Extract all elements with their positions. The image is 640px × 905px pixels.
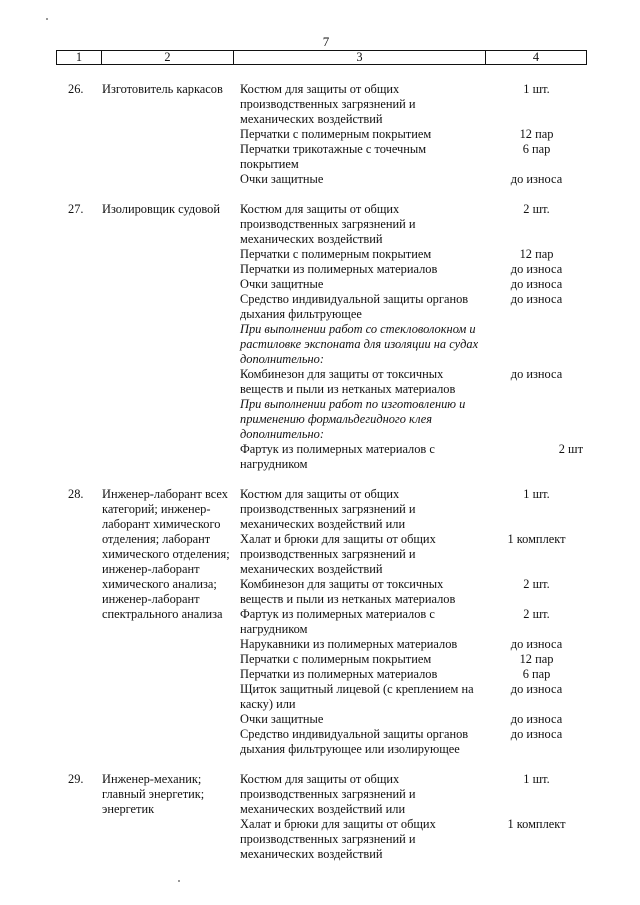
list-item (240, 487, 585, 532)
row-number: 29. (68, 772, 84, 786)
list-item (240, 277, 585, 292)
page-number: 7 (322, 34, 330, 49)
equipment-name: Перчатки из полимерных материалов (240, 667, 438, 681)
equipment-name: Щиток защитный лицевой (с креплением на каску) или (240, 682, 474, 711)
issue-norm: 2 шт. (523, 577, 550, 591)
issue-norm: 1 шт. (523, 82, 550, 96)
issue-norm: до износа (510, 637, 563, 651)
table-row (0, 82, 640, 187)
issue-norm: до износа (510, 277, 563, 291)
list-item (240, 262, 585, 277)
equipment-name: Нарукавники из полимерных материалов (240, 637, 458, 651)
column-number-3: 3 (234, 51, 486, 64)
list-item (240, 637, 585, 652)
equipment-name: Халат и брюки для защиты от общих производственных загрязнений и механических воздействий (240, 532, 436, 576)
list-item (240, 247, 585, 262)
condition-note: При выполнении работ со стекловолокном и растиловке экспоната для изоляции на судах дополнительно: (240, 322, 479, 366)
list-item (240, 712, 585, 727)
list-item (240, 667, 585, 682)
protective-equipment-list (240, 202, 585, 472)
list-item (240, 682, 585, 712)
column-number-4: 4 (532, 50, 540, 64)
equipment-name: Комбинезон для защиты от токсичных веществ и пыли из нетканых материалов (240, 367, 456, 396)
issue-norm: до износа (510, 682, 563, 696)
profession-name: Инженер-лаборант всех категорий; инженер-лаборант химического отделения; лаборант химического отделения; инженер-лаборант химического анализа; инженер-лаборант спектрального анализа (102, 487, 230, 621)
equipment-name: Очки защитные (240, 712, 324, 726)
table-row (0, 202, 640, 472)
equipment-name: Перчатки с полимерным покрытием (240, 247, 432, 261)
profession-name: Изготовитель каркасов (102, 82, 223, 96)
equipment-name: Костюм для защиты от общих производственных загрязнений и механических воздействий или (240, 487, 416, 531)
equipment-name: Очки защитные (240, 277, 324, 291)
list-item (240, 442, 585, 472)
list-item (240, 772, 585, 817)
issue-norm: 12 пар (519, 247, 554, 261)
list-item (240, 727, 585, 757)
issue-norm: до износа (510, 292, 563, 306)
issue-norm: 2 шт (558, 442, 583, 456)
list-item (240, 607, 585, 637)
issue-norm: 1 шт. (523, 772, 550, 786)
list-item (240, 817, 585, 862)
issue-norm: 2 шт. (523, 607, 550, 621)
issue-norm: 1 комплект (507, 532, 566, 546)
issue-norm: до износа (510, 262, 563, 276)
equipment-name: Очки защитные (240, 172, 324, 186)
issue-norm: 6 пар (522, 667, 551, 681)
condition-note: При выполнении работ по изготовлению и применению формальдегидного клея дополнительно: (240, 397, 466, 441)
issue-norm: 1 комплект (507, 817, 566, 831)
entries-table (0, 82, 640, 877)
equipment-name: Костюм для защиты от общих производственных загрязнений и механических воздействий (240, 202, 416, 246)
equipment-name: Средство индивидуальной защиты органов дыхания фильтрующее (240, 292, 469, 321)
table-row (0, 772, 640, 862)
issue-norm: 2 шт. (523, 202, 550, 216)
equipment-name: Средство индивидуальной защиты органов дыхания фильтрующее или изолирующее (240, 727, 469, 756)
row-number: 26. (68, 82, 84, 96)
row-number: 28. (68, 487, 84, 501)
list-item (240, 367, 585, 397)
protective-equipment-list (240, 487, 585, 757)
scan-speck (178, 880, 180, 882)
column-number-2: 2 (102, 51, 234, 64)
list-item (240, 532, 585, 577)
equipment-name: Халат и брюки для защиты от общих производственных загрязнений и механических воздействий (240, 817, 436, 861)
equipment-name: Фартук из полимерных материалов с нагрудником (240, 607, 435, 636)
list-item (240, 292, 585, 322)
issue-norm: 6 пар (522, 142, 551, 156)
issue-norm: 1 шт. (523, 487, 550, 501)
issue-norm: до износа (510, 367, 563, 381)
issue-norm: до износа (510, 172, 563, 186)
equipment-name: Перчатки с полимерным покрытием (240, 652, 432, 666)
profession-name: Изолировщик судовой (102, 202, 220, 216)
list-item (240, 202, 585, 247)
equipment-name: Перчатки из полимерных материалов (240, 262, 438, 276)
column-number-1: 1 (57, 51, 102, 64)
list-item (240, 577, 585, 607)
issue-norm: до износа (510, 727, 563, 741)
scan-speck (46, 18, 48, 20)
row-number: 27. (68, 202, 84, 216)
list-item (240, 172, 585, 187)
table-row (0, 487, 640, 757)
list-item (240, 142, 585, 172)
equipment-name: Комбинезон для защиты от токсичных веществ и пыли из нетканых материалов (240, 577, 456, 606)
protective-equipment-list (240, 772, 585, 862)
list-item (240, 652, 585, 667)
list-item (240, 82, 585, 127)
equipment-name: Фартук из полимерных материалов с нагрудником (240, 442, 435, 471)
column-number-header (56, 50, 587, 65)
issue-norm: до износа (510, 712, 563, 726)
equipment-name: Перчатки с полимерным покрытием (240, 127, 432, 141)
profession-name: Инженер-механик; главный энергетик; энергетик (102, 772, 205, 816)
equipment-name: Костюм для защиты от общих производственных загрязнений и механических воздействий или (240, 772, 416, 816)
protective-equipment-list (240, 82, 585, 187)
issue-norm: 12 пар (519, 127, 554, 141)
issue-norm: 12 пар (519, 652, 554, 666)
list-item (240, 127, 585, 142)
equipment-name: Перчатки трикотажные с точечным покрытием (240, 142, 427, 171)
equipment-name: Костюм для защиты от общих производственных загрязнений и механических воздействий (240, 82, 416, 126)
